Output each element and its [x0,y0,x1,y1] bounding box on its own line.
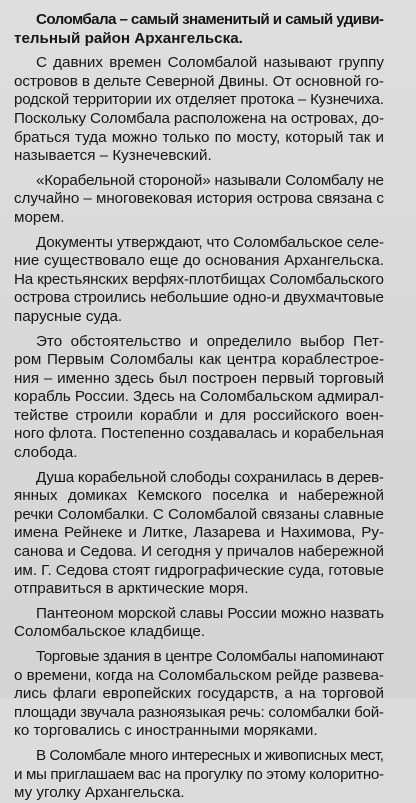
text-line: ного флота. Постепенно создавалась и корабельная [14,425,384,443]
text-line: браться туда можно только по мосту, который так и [14,128,384,146]
text-line: тельный район Архангельска. [14,29,243,47]
text-line: Торговые здания в центре Соломбалы напоминают [36,648,384,665]
text-line: Поскольку Соломбала расположена на островах, до- [14,109,384,127]
text-line: парусные суда. [14,307,123,325]
body-paragraph [14,234,406,327]
body-paragraph [14,605,406,642]
text-line: Это обстоятельство и определило выбор Пет- [36,332,384,350]
text-line: ко торговались с иностранными моряками. [14,722,318,740]
text-line: острова строились небольшие одно-и двухмачтовые [14,289,384,307]
text-line: ние существовало еще до основания Архангельска. [14,252,384,270]
text-line: родской территории их отделяет протока – Кузнечиха. [14,91,384,109]
text-line: Документы утверждают, что Соломбальское селе- [36,233,384,251]
text-line: о времени, когда на Соломбальском рейде развева- [14,666,384,684]
text-line: янных домиках Кемского поселка и набережной [14,487,384,505]
text-line: отправиться в арктические моря. [14,580,249,598]
text-line: островов в дельте Северной Двины. От основной го- [14,72,384,90]
body-paragraph [14,172,406,228]
text-line: морем. [14,208,65,226]
body-paragraph [14,333,406,463]
lead-paragraph [14,11,406,48]
text-line: Пантеоном морской славы России можно назвать [36,604,384,622]
text-line: площади звучала разноязыкая речь: соломбалки бой- [14,703,384,721]
text-line: му уголку Архангельска. [14,784,185,802]
text-line: им. Г. Седова стоят гидрографические суда, готовые [14,561,384,579]
text-line: Соломбала – самый знаменитый и самый удиви- [36,11,384,28]
text-line: Соломбальское кладбище. [14,623,206,641]
text-line: санова и Седова. И сегодня у причалов набережной [14,543,384,561]
text-line: тействе строили корабли и для российского воен- [14,406,384,424]
text-line: случайно – многовековая история острова связана с [14,190,384,208]
text-line: ром Первым Соломбалы как центра кораблестрое- [14,351,384,369]
text-line: лись флаги европейских государств, а на торговой [14,685,384,703]
body-paragraph [14,54,406,166]
article-text [14,11,406,803]
text-line: ния – именно здесь был построен первый торговый [14,369,384,387]
text-line: слобода. [14,444,78,462]
body-paragraph [14,648,406,741]
text-line: В Соломбале много интересных и живописных мест, [36,746,384,764]
text-line: Душа корабельной слободы сохранилась в дерев- [36,468,384,486]
text-line: речки Соломбалки. С Соломбалой связаны славные [14,505,384,523]
text-line: и мы приглашаем вас на прогулку по этому колоритно- [14,765,384,783]
text-line: имена Рейнеке и Литке, Лазарева и Нахимова, Ру- [14,524,384,542]
text-line: называется – Кузнечевский. [14,147,212,165]
body-paragraph [14,469,406,599]
text-line: На крестьянских верфях-плотбищах Соломбальского [14,270,384,288]
text-line: «Корабельной стороной» называли Соломбалу не [36,171,384,189]
body-paragraph [14,747,406,803]
text-line: корабль России. Здесь на Соломбальском адмирал- [14,388,384,406]
text-line: С давних времен Соломбалой называют группу [36,54,384,72]
